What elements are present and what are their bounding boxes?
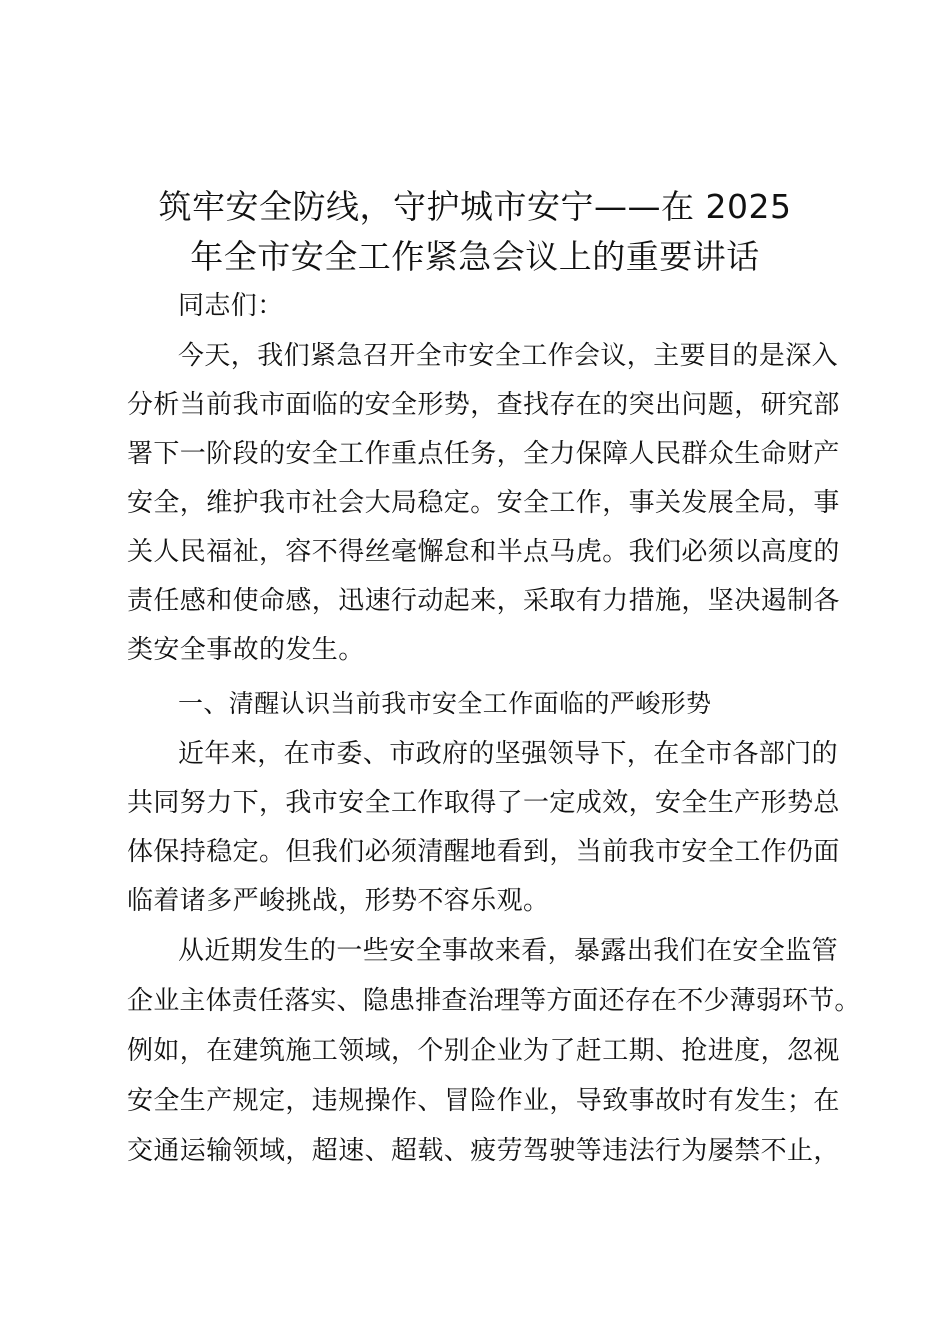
paragraph-line: 署下一阶段的安全工作重点任务，全力保障人民群众生命财产 bbox=[127, 439, 840, 469]
paragraph-line: 责任感和使命感，迅速行动起来，采取有力措施，坚决遏制各 bbox=[127, 586, 840, 616]
paragraph-line: 体保持稳定。但我们必须清醒地看到，当前我市安全工作仍面 bbox=[127, 837, 840, 867]
paragraph-line: 类安全事故的发生。 bbox=[127, 635, 365, 665]
paragraph-line: 今天，我们紧急召开全市安全工作会议，主要目的是深入 bbox=[178, 341, 839, 371]
paragraph-line: 企业主体责任落实、隐患排查治理等方面还存在不少薄弱环节。 bbox=[127, 986, 861, 1016]
paragraph-line: 近年来，在市委、市政府的坚强领导下，在全市各部门的 bbox=[178, 739, 839, 769]
document-title-line-2: 年全市安全工作紧急会议上的重要讲话 bbox=[190, 237, 760, 276]
document-title-line-1: 筑牢安全防线，守护城市安宁——在 2025 bbox=[158, 187, 792, 226]
paragraph-line: 临着诸多严峻挑战，形势不容乐观。 bbox=[127, 886, 550, 916]
paragraph-line: 交通运输领域，超速、超载、疲劳驾驶等违法行为屡禁不止， bbox=[127, 1136, 840, 1166]
paragraph-line: 安全，维护我市社会大局稳定。安全工作，事关发展全局，事 bbox=[127, 488, 840, 518]
paragraph-line: 共同努力下，我市安全工作取得了一定成效，安全生产形势总 bbox=[127, 788, 840, 818]
paragraph-line: 例如，在建筑施工领域，个别企业为了赶工期、抢进度，忽视 bbox=[127, 1036, 840, 1066]
section-heading: 一、清醒认识当前我市安全工作面临的严峻形势 bbox=[178, 689, 712, 718]
paragraph-line: 分析当前我市面临的安全形势，查找存在的突出问题，研究部 bbox=[127, 390, 840, 420]
paragraph-line: 从近期发生的一些安全事故来看，暴露出我们在安全监管 bbox=[178, 936, 839, 966]
paragraph-line: 安全生产规定，违规操作、冒险作业，导致事故时有发生；在 bbox=[127, 1086, 840, 1116]
paragraph-line: 关人民福祉，容不得丝毫懈怠和半点马虎。我们必须以高度的 bbox=[127, 537, 840, 567]
salutation: 同志们： bbox=[178, 291, 284, 321]
